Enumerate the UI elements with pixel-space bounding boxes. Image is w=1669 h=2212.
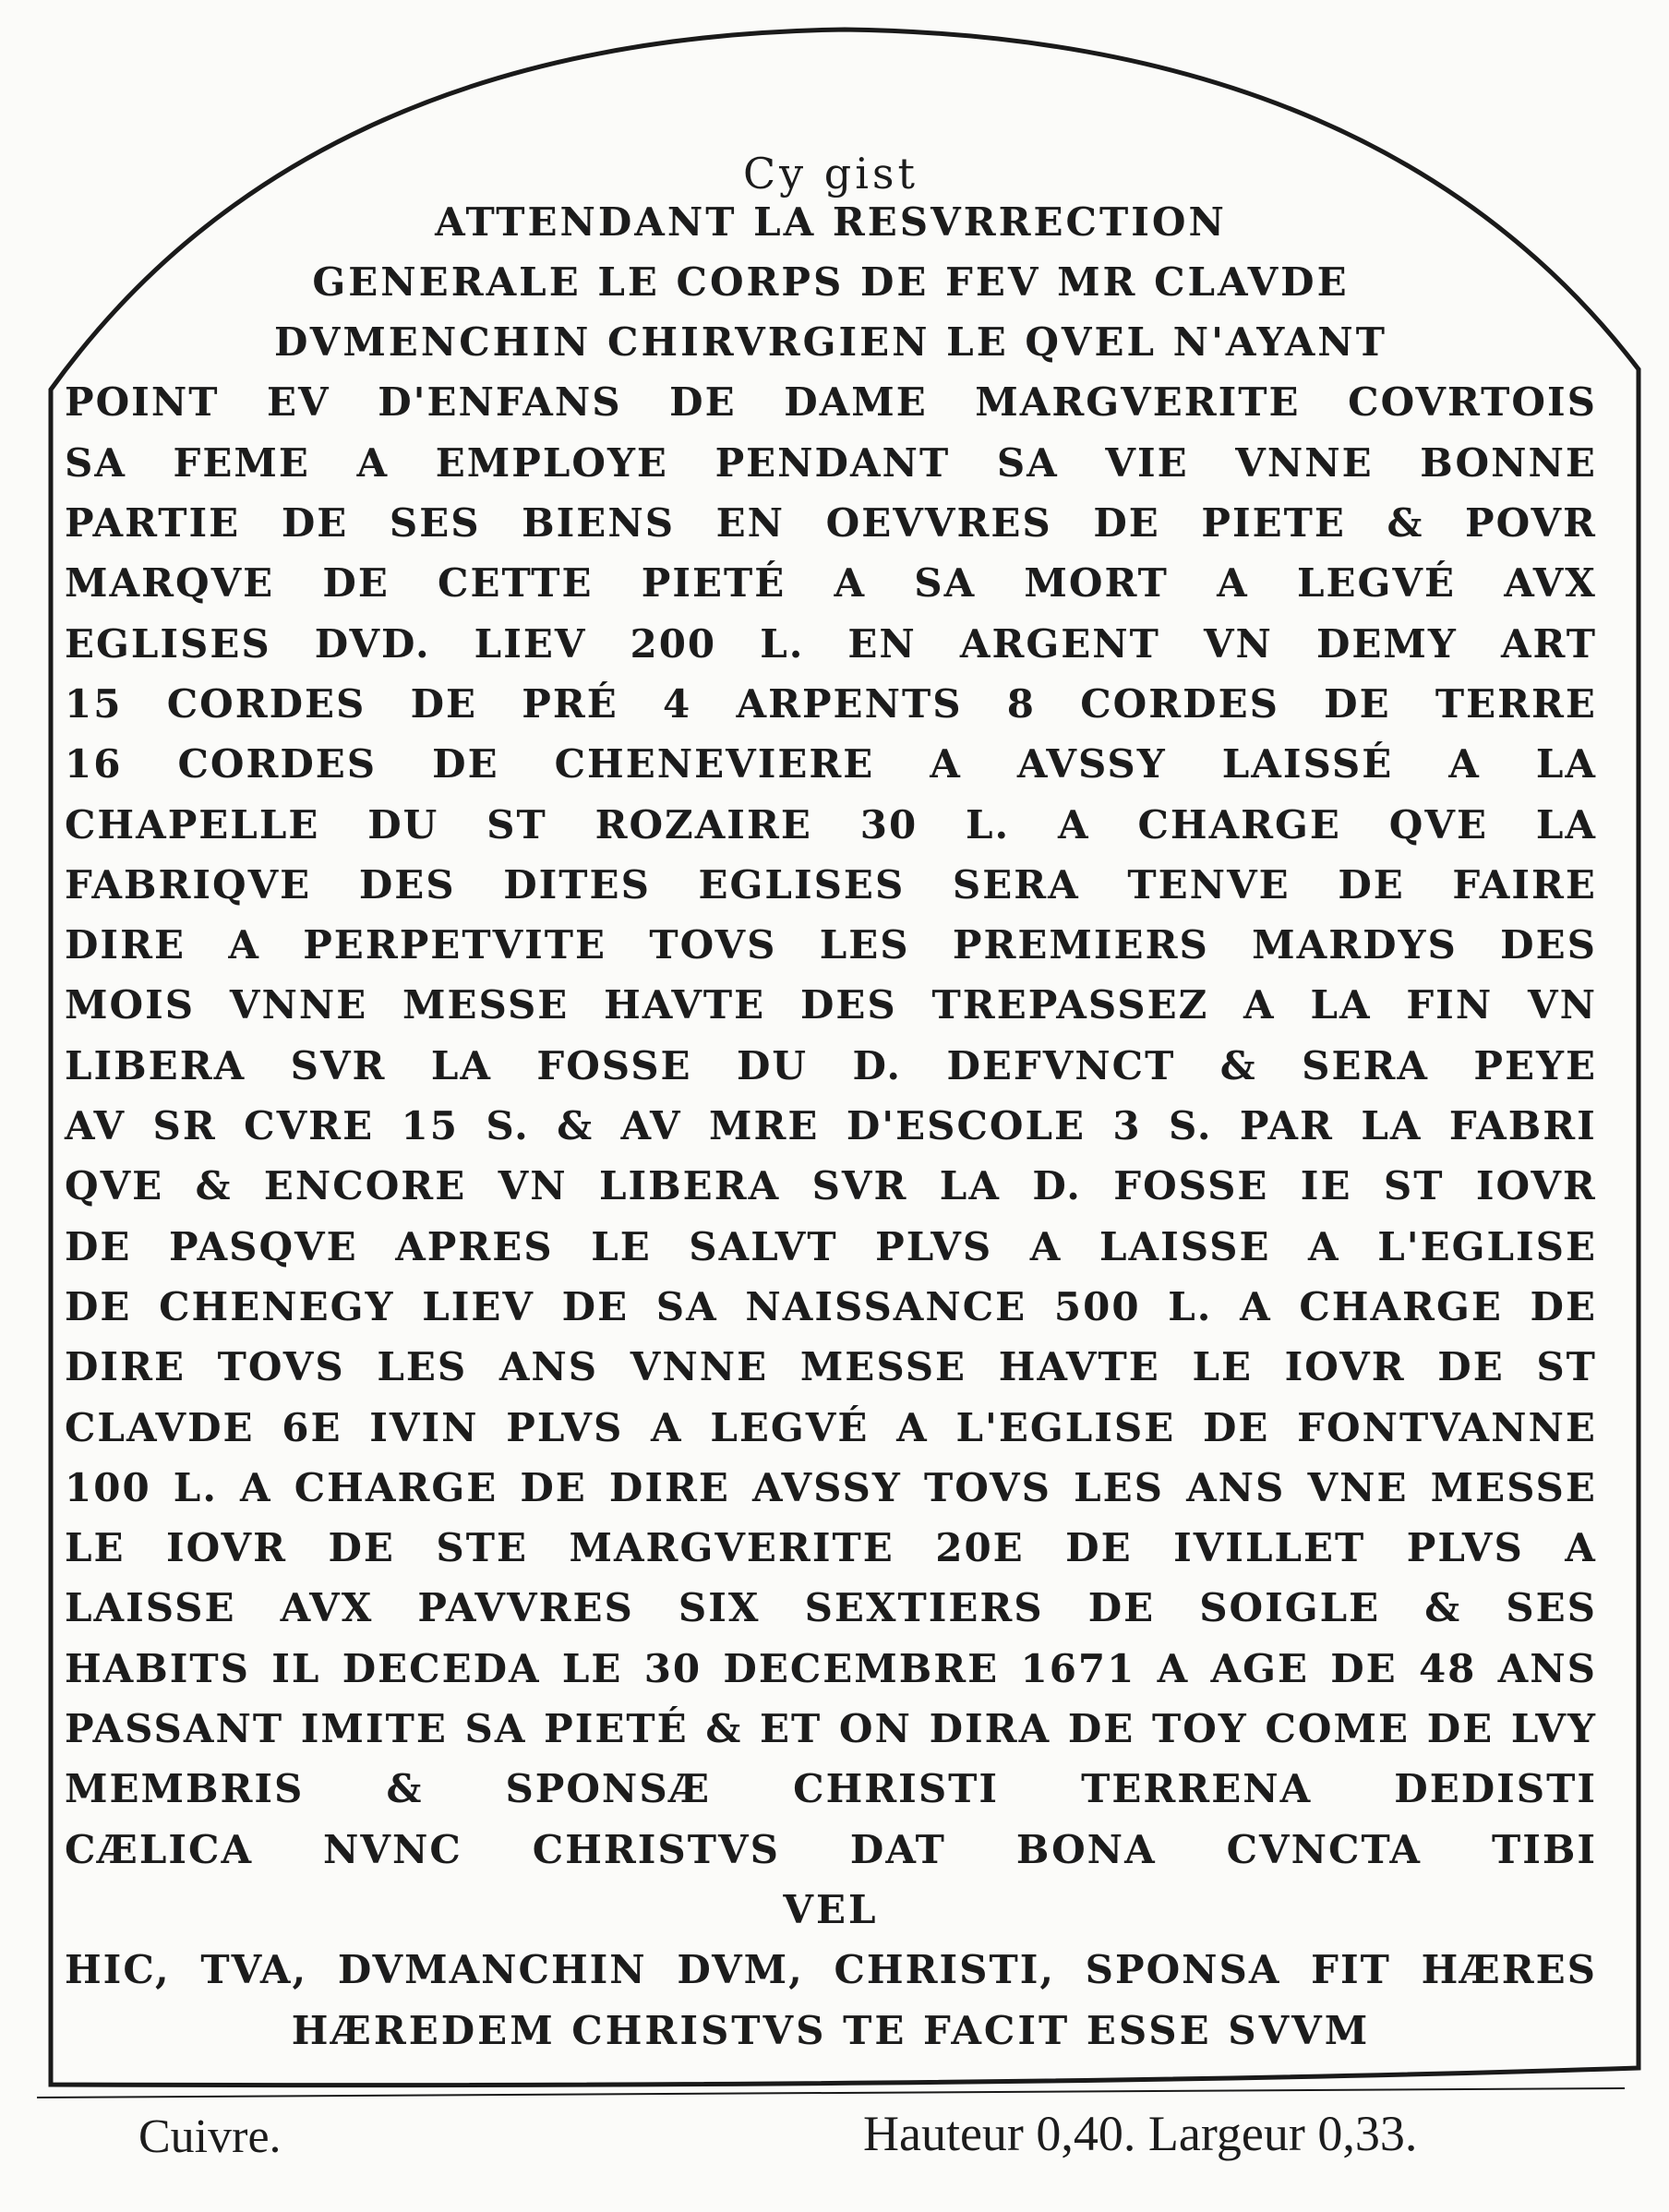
inscription-line: AV SR CVRE 15 S. & AV MRE D'ESCOLE 3 S. PAR LA FABRI <box>65 1103 1597 1148</box>
inscription-line: MARQVE DE CETTE PIETÉ A SA MORT A LEGVÉ AVX <box>65 560 1597 607</box>
inscription-line: MEMBRIS & SPONSÆ CHRISTI TERRENA DEDISTI <box>65 1766 1597 1812</box>
inscription-line: PARTIE DE SES BIENS EN OEVVRES DE PIETE & POVR <box>65 500 1597 546</box>
inscription-line: DVMENCHIN CHIRVRGIEN LE QVEL N'AYANT <box>274 319 1387 366</box>
inscription-line: DIRE TOVS LES ANS VNNE MESSE HAVTE LE IOVR DE ST <box>65 1344 1597 1390</box>
inscription-line: MOIS VNNE MESSE HAVTE DES TREPASSEZ A LA FIN VN <box>65 982 1597 1028</box>
inscription-line: CLAVDE 6E IVIN PLVS A LEGVÉ A L'EGLISE DE FONTVANNE <box>65 1404 1597 1450</box>
inscription-line: PASSANT IMITE SA PIETÉ & ET ON DIRA DE TOY COME DE LVY <box>65 1706 1597 1751</box>
inscription-line: HIC, TVA, DVMANCHIN DVM, CHRISTI, SPONSA FIT HÆRES <box>65 1947 1597 1993</box>
inscription-line: LIBERA SVR LA FOSSE DU D. DEFVNCT & SERA PEYE <box>65 1042 1597 1088</box>
inscription-line: ATTENDANT LA RESVRRECTION <box>435 198 1227 245</box>
inscription-line: QVE & ENCORE VN LIBERA SVR LA D. FOSSE IE ST IOVR <box>65 1163 1597 1209</box>
inscription-line: 16 CORDES DE CHENEVIERE A AVSSY LAISSÉ A LA <box>65 741 1597 787</box>
inscription-line: 100 L. A CHARGE DE DIRE AVSSY TOVS LES ANS VNE MESSE <box>65 1464 1597 1510</box>
inscription-line: LE IOVR DE STE MARGVERITE 20E DE IVILLET PLVS A <box>65 1525 1597 1571</box>
inscription-line: LAISSE AVX PAVVRES SIX SEXTIERS DE SOIGLE & SES <box>65 1585 1597 1631</box>
inscription-line: HABITS IL DECEDA LE 30 DECEMBRE 1671 A AGE DE 48 ANS <box>65 1645 1597 1691</box>
inscription-line: CHAPELLE DU ST ROZAIRE 30 L. A CHARGE QVE LA <box>65 801 1597 848</box>
inscription-line: POINT EV D'ENFANS DE DAME MARGVERITE COVRTOIS <box>65 379 1597 426</box>
material-label: Cuivre. <box>138 2110 282 2163</box>
baseline-rule <box>37 2088 1625 2098</box>
inscription-line: CÆLICA NVNC CHRISTVS DAT BONA CVNCTA TIBI <box>65 1826 1597 1872</box>
inscription-heading: Cy gist <box>742 149 919 198</box>
inscription-line: SA FEME A EMPLOYE PENDANT SA VIE VNNE BONNE <box>65 439 1597 486</box>
inscription-line: GENERALE LE CORPS DE FEV MR CLAVDE <box>312 258 1350 305</box>
inscription-line: DE PASQVE APRES LE SALVT PLVS A LAISSE A L'EGLISE <box>65 1223 1597 1269</box>
inscription-line: HÆREDEM CHRISTVS TE FACIT ESSE SVVM <box>291 2007 1371 2053</box>
inscription-line: DIRE A PERPETVITE TOVS LES PREMIERS MARDYS DES <box>65 922 1597 968</box>
inscription-line: 15 CORDES DE PRÉ 4 ARPENTS 8 CORDES DE TERRE <box>65 680 1597 727</box>
inscription-line: VEL <box>783 1886 879 1932</box>
inscription-line: EGLISES DVD. LIEV 200 L. EN ARGENT VN DEMY ART <box>65 620 1597 667</box>
dimensions-label: Hauteur 0,40. Largeur 0,33. <box>863 2106 1418 2161</box>
inscription-line: DE CHENEGY LIEV DE SA NAISSANCE 500 L. A CHARGE DE <box>65 1283 1597 1329</box>
inscription-line: FABRIQVE DES DITES EGLISES SERA TENVE DE FAIRE <box>65 861 1597 908</box>
